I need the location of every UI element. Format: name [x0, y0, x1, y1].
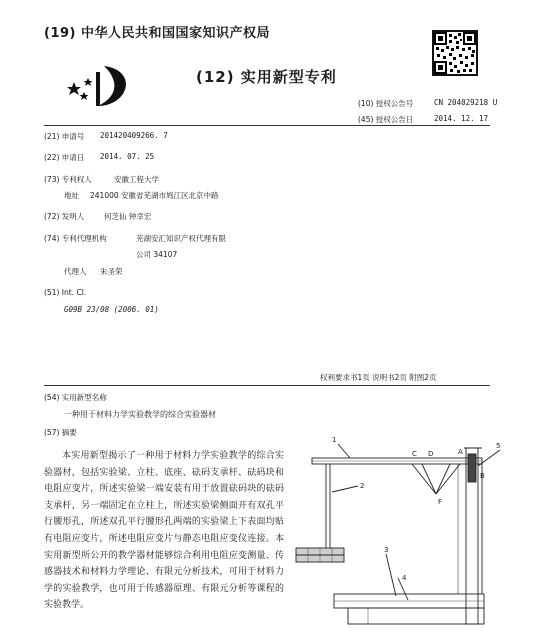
pages-summary: 权利要求书1页 说明书2页 附图2页: [320, 373, 437, 382]
abstract-text: 本实用新型揭示了一种用于材料力学实验教学的综合实验器材，包括实验梁、立柱、底座、砝码支承杆、砝码块和电阻应变片，所述实验梁一端安装有用于放置砝码块的砝码支承杆，另一端固定在立柱上，所述实验梁侧面开有双孔平行腰形孔，所述双孔平行腰形孔两端的实验梁上下表面均贴有电阻应变片，所述电阻应变片与静态电阻应变仪连接。本实用新型所公开的教学器材能够综合利用电阻应变测量、传感器技术和材料力学理论、有限元分析技术，可用于材料力学的实验教学，也可用于传感器原理、有限元分析等课程的实验教学。: [44, 451, 284, 611]
utility-name-label: (54) 实用新型名称: [44, 393, 107, 402]
figure-label-b: B: [480, 472, 485, 480]
figure-label-1: 1: [332, 436, 337, 444]
figure-label-2: 2: [360, 482, 365, 490]
application-number-label: (21) 申请号: [44, 132, 85, 141]
application-number-value: 201420409266. 7: [100, 131, 168, 140]
header-divider: [44, 125, 490, 126]
agency-value-line1: 芜湖安汇知识产权代理有限: [136, 234, 226, 243]
agency-label: (74) 专利代理机构: [44, 234, 107, 243]
grant-number-label: (10) 授权公告号: [358, 99, 414, 108]
figure-label-4: 4: [402, 574, 407, 582]
summary-divider: [44, 385, 490, 386]
agency-value-line2: 公司 34107: [136, 250, 178, 259]
patentee-value: 安徽工程大学: [114, 175, 159, 184]
inventor-value: 何芝仙 钟幸宏: [104, 212, 152, 221]
utility-name-value: 一种用于材料力学实验教学的综合实验器材: [64, 410, 216, 419]
agent-label: 代理人: [64, 267, 87, 276]
issuing-office: (19) 中华人民共和国国家知识产权局: [44, 26, 270, 41]
sipo-logo-icon: [64, 62, 132, 114]
document-type: (12) 实用新型专利: [196, 68, 337, 86]
figure-label-f: F: [438, 498, 443, 506]
figure-label-c: C: [412, 450, 417, 458]
patentee-label: (73) 专利权人: [44, 175, 92, 184]
figure-label-d: D: [428, 450, 434, 458]
application-date-value: 2014. 07. 25: [100, 152, 155, 161]
grant-date-label: (45) 授权公告日: [358, 115, 414, 124]
application-date-label: (22) 申请日: [44, 153, 85, 162]
grant-number-value: CN 204029218 U: [434, 98, 498, 107]
abstract-label: (57) 摘要: [44, 428, 77, 437]
grant-date-value: 2014. 12. 17: [434, 114, 489, 123]
address-value: 241000 安徽省芜湖市鸠江区北京中路: [90, 191, 219, 200]
address-label: 地址: [64, 191, 79, 200]
qr-code: [432, 30, 478, 76]
inventor-label: (72) 发明人: [44, 212, 85, 221]
intcl-value: G09B 23/08 (2006. 01): [64, 305, 159, 314]
figure-label-5: 5: [496, 442, 501, 450]
figure-label-a: A: [458, 448, 463, 456]
intcl-label: (51) Int. Cl.: [44, 288, 87, 297]
agent-value: 朱圣荣: [100, 267, 123, 276]
figure-label-3: 3: [384, 546, 389, 554]
device-drawing: [288, 430, 506, 634]
